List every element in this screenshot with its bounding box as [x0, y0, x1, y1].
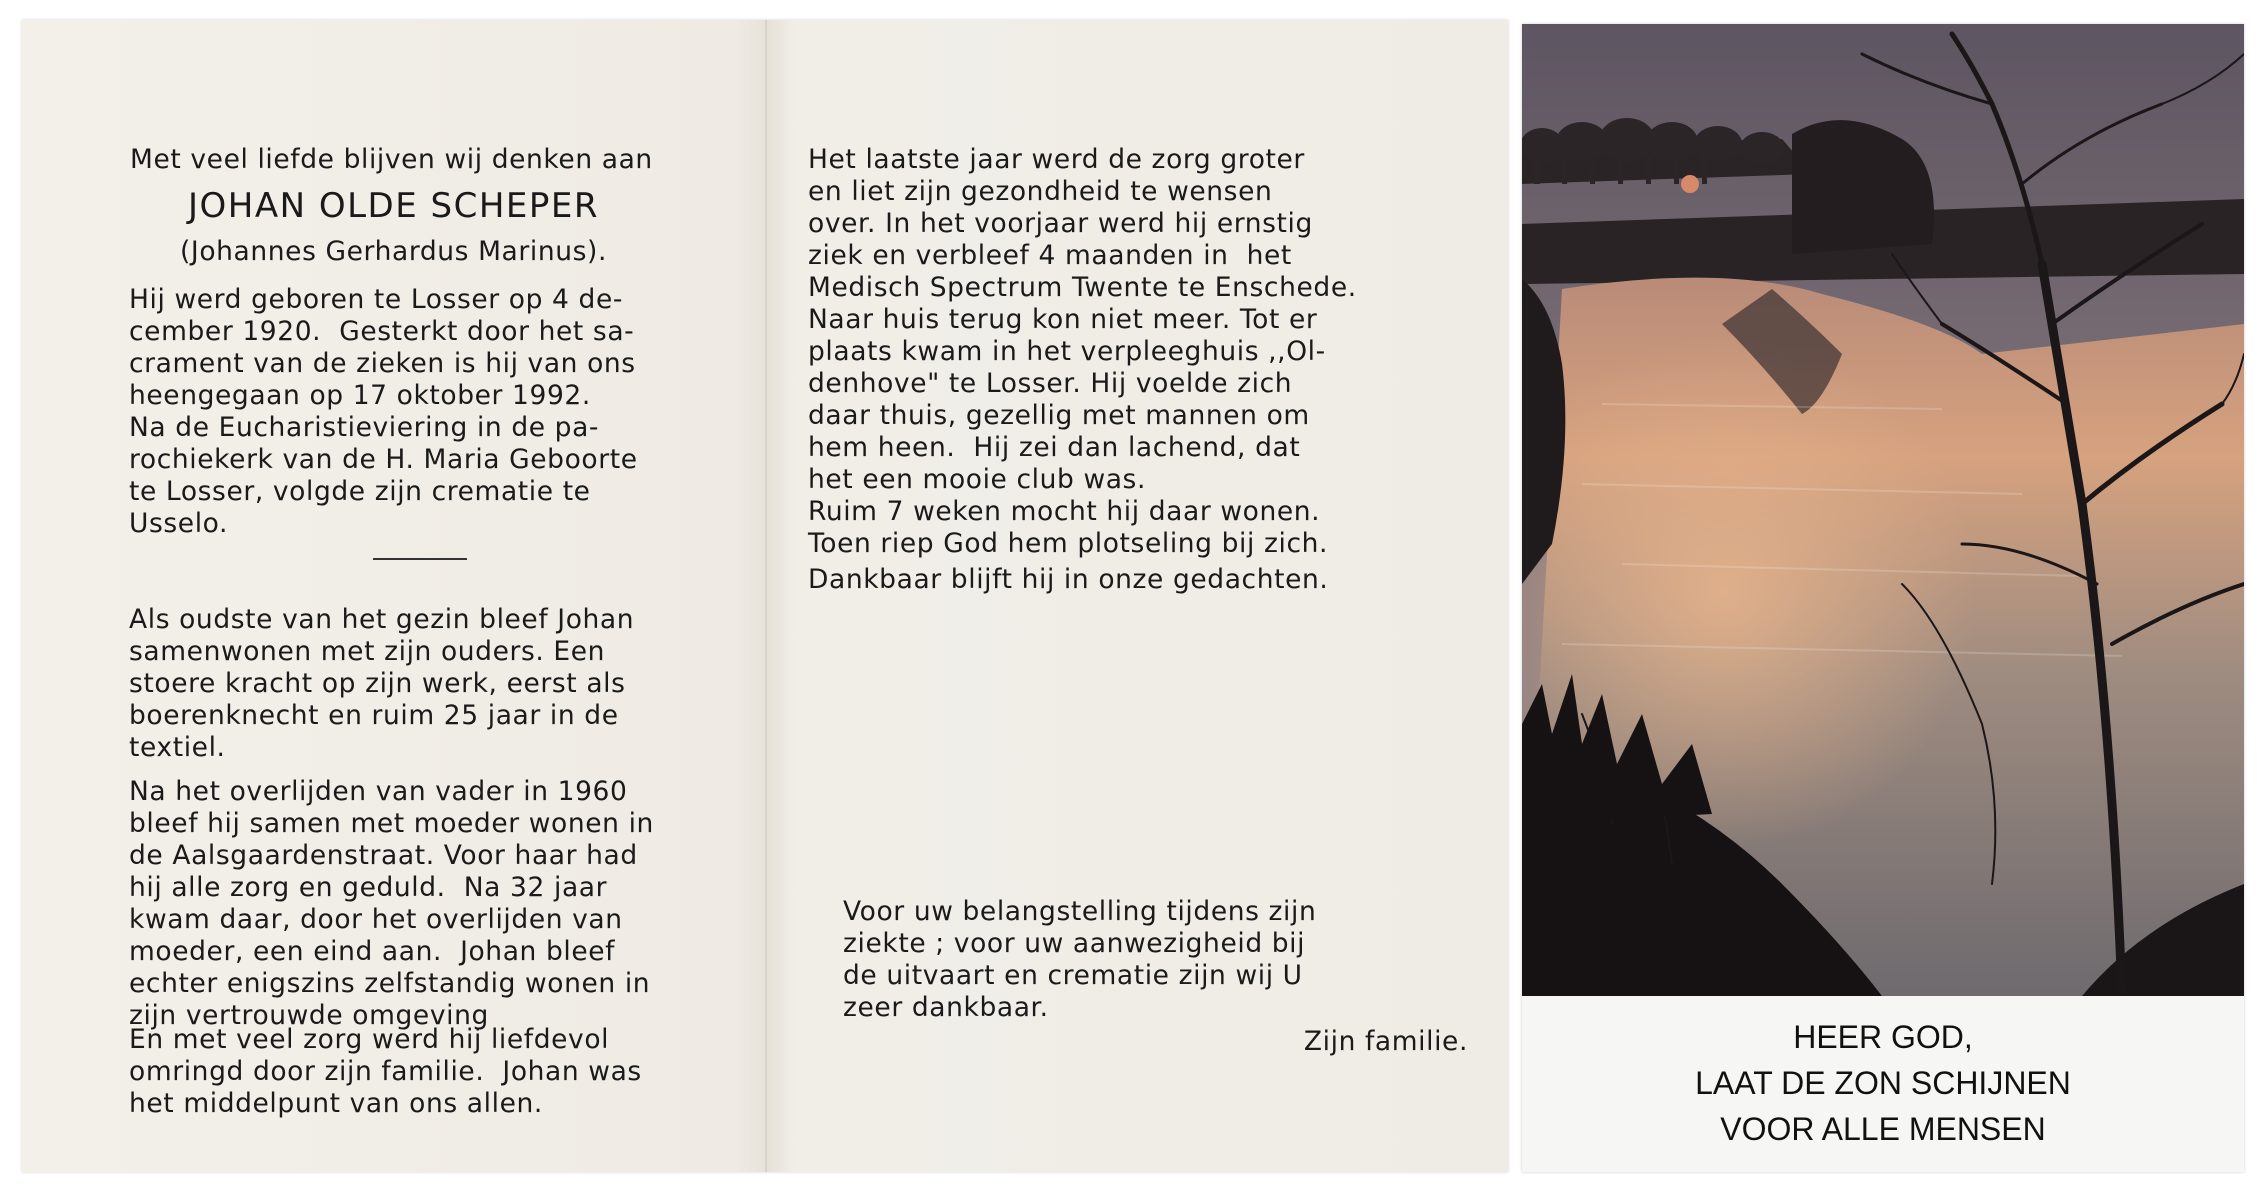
- divider-line: [373, 558, 467, 560]
- life-paragraph-2: Na het overlijden van vader in 1960 bleef hij samen met moeder wonen in de Aalsgaardenstraat. Voor haar had hij alle zorg en geduld. Na 32 jaar kwam daar, door het overlijden van moeder, een eind aan. Johan bleef echter enigszins zelfstandig wonen in zijn vertrouwde omgeving: [129, 776, 654, 1031]
- life-paragraph-3: En met veel zorg werd hij liefdevol omringd door zijn familie. Johan was het middelpunt van ons allen.: [129, 1024, 642, 1119]
- thanks-paragraph: Voor uw belangstelling tijdens zijn ziekte ; voor uw aanwezigheid bij de uitvaart en crematie zijn wij U zeer dankbaar.: [843, 896, 1317, 1023]
- middle-page: [767, 20, 1508, 1172]
- caption-line-1: HEER GOD,: [1793, 1019, 1973, 1055]
- deceased-name: JOHAN OLDE SCHEPER: [187, 186, 599, 226]
- intro-line: Met veel liefde blijven wij denken aan: [130, 144, 653, 175]
- sunset-river-photo: [1522, 24, 2244, 996]
- remembrance-line: Dankbaar blijft hij in onze gedachten.: [808, 564, 1329, 595]
- memorial-card-front: [1522, 24, 2244, 1172]
- sun-icon: [1681, 175, 1699, 193]
- life-paragraph-1: Als oudste van het gezin bleef Johan samenwonen met zijn ouders. Een stoere kracht op zijn werk, eerst als boerenknecht en ruim 25 jaar in de textiel.: [129, 604, 635, 763]
- left-page: [22, 20, 765, 1172]
- memorial-card-inside: [22, 20, 1508, 1172]
- deceased-full-name: (Johannes Gerhardus Marinus).: [179, 236, 608, 267]
- caption-line-2: LAAT DE ZON SCHIJNEN: [1695, 1065, 2071, 1101]
- last-year-paragraph: Het laatste jaar werd de zorg groter en liet zijn gezondheid te wensen over. In het voorjaar werd hij ernstig ziek en verbleef 4 maanden in het Medisch Spectrum Twente te Enschede. Naar huis terug kon niet meer. Tot er plaats kwam in het verpleeghuis ,,Ol- denhove" te Losser. Hij voelde zich daar thuis, gezellig met mannen om hem heen. Hij zei dan lachend, dat het een mooie club was.: [808, 144, 1357, 495]
- prayer-caption: [1522, 1014, 2244, 1152]
- final-weeks-paragraph: Ruim 7 weken mocht hij daar wonen. Toen riep God hem plotseling bij zich.: [808, 496, 1329, 559]
- birth-death-paragraph: Hij werd geboren te Losser op 4 de- cember 1920. Gesterkt door het sa- crament van de zieken is hij van ons heengegaan op 17 oktober 1992. Na de Eucharistieviering in de pa- rochiekerk van de H. Maria Geboorte te Losser, volgde zijn crematie te Usselo.: [129, 284, 638, 539]
- family-signoff: Zijn familie.: [1303, 1026, 1468, 1057]
- caption-line-3: VOOR ALLE MENSEN: [1720, 1111, 2046, 1147]
